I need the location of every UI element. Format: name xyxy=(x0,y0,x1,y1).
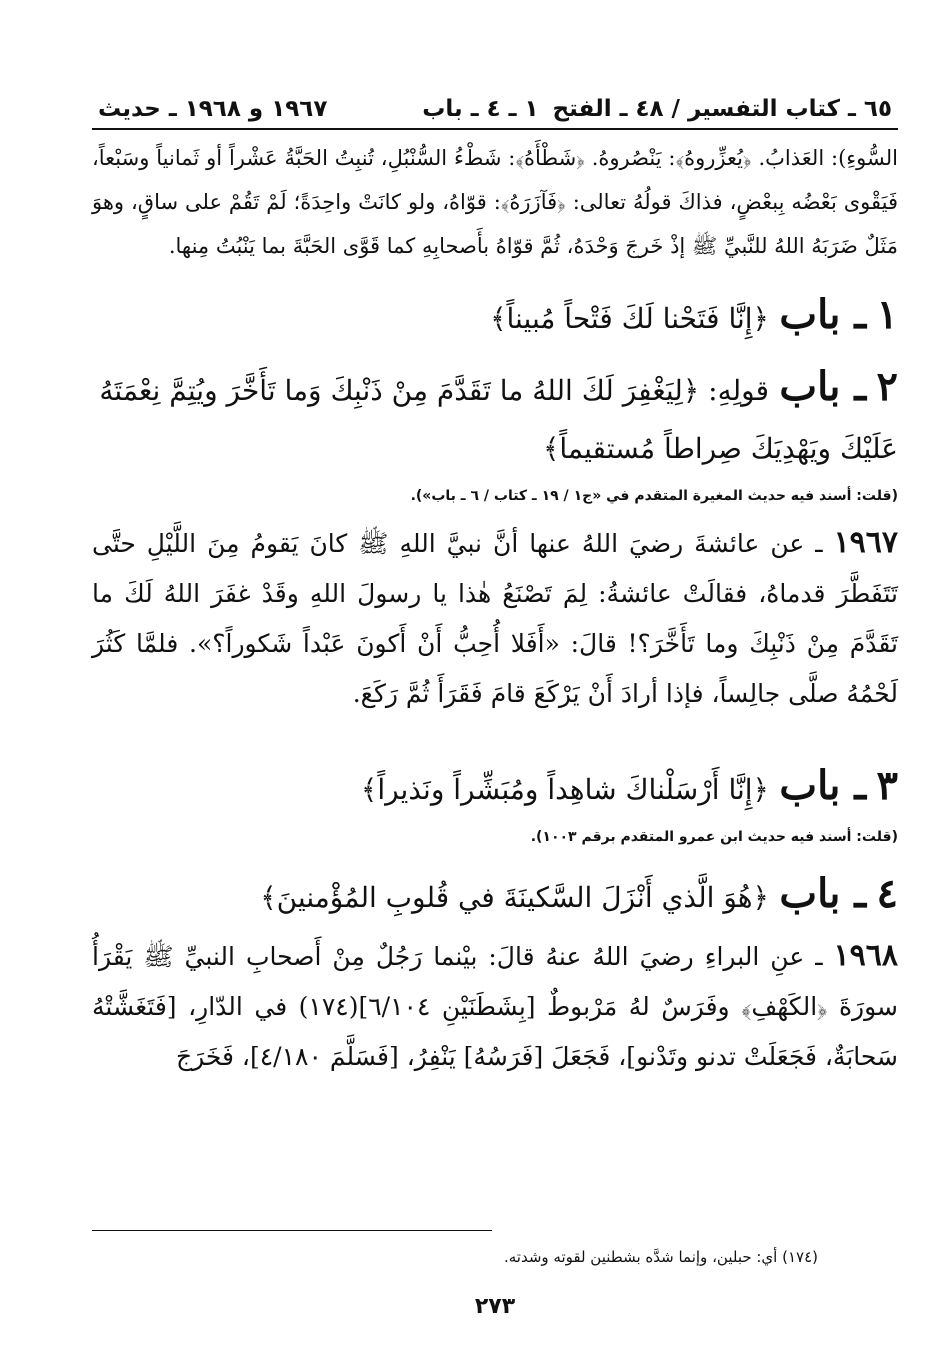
page-header xyxy=(92,82,898,130)
chapter-number: ٤ xyxy=(876,870,898,917)
header-right xyxy=(422,96,892,122)
editor-note: (قلت: أسند فيه حديث ابن عمرو المتقدم برقم ١٠٠٣). xyxy=(530,829,898,845)
chapter-number: ١ xyxy=(876,291,898,338)
hadith-1967 xyxy=(92,518,898,719)
bab-label: باب xyxy=(779,762,841,809)
chapter-text: ﴿هُوَ الَّذي أَنْزَلَ السَّكينَةَ في قُلوبِ المُؤْمنينَ﴾ xyxy=(260,881,769,914)
chapter-text: قولِهِ: ﴿لِيَغْفِرَ لَكَ اللهُ ما تَقَدَّمَ مِنْ ذَنْبِكَ وَما تَأَخَّرَ ويُتِمَّ نِعْمَتَهُ عَلَيْكَ ويَهْدِيَكَ صِراطاً مُستقيماً﴾ xyxy=(99,374,898,465)
hadith-text: ـ عنِ البراءِ رضيَ اللهُ عنهُ قالَ: بيْنما رَجُلٌ مِنْ أَصحابِ النبيِّ ﷺ يَقْرَأُ سورَةَ ﴿الكَهْفِ﴾ وفَرَسٌ لهُ مَرْبوطٌ [بِشَطَنَيْنِ ٦/١٠٤](١٧٤) في الدّارِ، [فَتَغَشَّتْهُ سَحابَةٌ، فَجَعَلَتْ تدنو وتَدْنو]، فَجَعَلَ [فَرَسُهُ] يَنْفِرُ، [فَسَلَّمَ ٤/١٨٠]، فَخَرَجَ xyxy=(92,942,898,1071)
chapter-heading-3: ٣ ـ باب ﴿إِنَّا أَرْسَلْناكَ شاهِداً ومُبَشِّراً ونَذيراً﴾ xyxy=(360,762,898,809)
chapter-text: ﴿إِنَّا فَتَحْنا لَكَ فَتْحاً مُبيناً﴾ xyxy=(490,302,769,335)
chapter-number: ٣ xyxy=(876,762,898,809)
chapter-heading-4: ٤ ـ باب ﴿هُوَ الَّذي أَنْزَلَ السَّكينَةَ في قُلوبِ المُؤْمنينَ﴾ xyxy=(260,870,898,917)
bab-label: باب xyxy=(779,363,841,410)
header-section-info: ١ ـ ٤ ـ باب xyxy=(422,96,539,122)
editor-note: (قلت: أسند فيه حديث المغيرة المتقدم في «ج١ / ١٩ ـ كتاب / ٦ ـ باب»). xyxy=(410,488,898,504)
footnote: (١٧٤) أي: حبلين، وإنما شدَّه بشطنين لقوته وشدته. xyxy=(503,1248,818,1266)
footnote-divider xyxy=(92,1230,492,1231)
intro-paragraph: السُّوءِ): العَذابُ. ﴿يُعزِّروهُ﴾: يَنْصُروهُ. ﴿شَطْأَهُ﴾: شَطْءُ السُّنْبُلِ، تُنبِتُ الحَبَّةُ عَشْراً أو ثَمانياً وسَبْعاً، فَيَقْوى بَعْضُه بِبعْضٍ، فذاكَ قولُهُ تعالى: ﴿فَآزَرَهُ﴾: قوّاهُ، ولو كانَتْ واحِدَةً؛ لَمْ تَقُمْ على ساقٍ، وهوَ مَثَلٌ ضَرَبَهُ اللهُ للنَّبيِّ ﷺ إذْ خَرجَ وَحْدَهُ، ثُمَّ قوّاهُ بأَصحابِهِ كما قَوَّى الحَبَّةَ بما يَنْبُتُ مِنها. xyxy=(92,146,898,258)
hadith-number: ١٩٦٨ xyxy=(833,938,898,973)
chapter-heading-2: ٢ ـ باب قولِهِ: ﴿لِيَغْفِرَ لَكَ اللهُ ما تَقَدَّمَ مِنْ ذَنْبِكَ وَما تَأَخَّرَ ويُتِمَّ نِعْمَتَهُ عَلَيْكَ ويَهْدِيَكَ صِراطاً مُستقيماً﴾ xyxy=(99,363,898,465)
header-hadith-range: ١٩٦٧ و ١٩٦٨ ـ حديث xyxy=(98,96,328,122)
chapter-heading-1: ١ ـ باب ﴿إِنَّا فَتَحْنا لَكَ فَتْحاً مُبيناً﴾ xyxy=(490,291,898,338)
bab-label: باب xyxy=(779,870,841,917)
book-page xyxy=(92,82,898,1342)
bab-label: باب xyxy=(779,291,841,338)
hadith-1968 xyxy=(92,931,898,1082)
hadith-text: ـ عن عائشةَ رضيَ اللهُ عنها أنَّ نبيَّ اللهِ ﷺ كانَ يَقومُ مِنَ اللَّيْلِ حتَّى تَتَفَطَّرَ قدماهُ، فقالَتْ عائشةُ: لِمَ تَصْنَعُ هٰذا يا رسولَ اللهِ وقَدْ غفَرَ اللهُ لَكَ ما تَقَدَّمَ مِنْ ذَنْبِكَ وما تَأَخَّرَ؟! قالَ: «أَفَلا أُحِبُّ أَنْ أَكونَ عَبْداً شَكوراً؟». فلمَّا كَثُرَ لَحْمُهُ صلَّى جالِساً، فإذا أرادَ أَنْ يَرْكَعَ قامَ فَقَرَأَ ثُمَّ رَكَعَ. xyxy=(92,529,898,708)
header-chapter-info: ٦٥ ـ كتاب التفسير / ٤٨ ـ الفتح xyxy=(552,96,892,122)
page-number: ٢٧٣ xyxy=(474,1294,516,1319)
hadith-number: ١٩٦٧ xyxy=(833,525,899,560)
chapter-number: ٢ xyxy=(876,363,898,410)
chapter-text: ﴿إِنَّا أَرْسَلْناكَ شاهِداً ومُبَشِّراً ونَذيراً﴾ xyxy=(360,773,769,806)
